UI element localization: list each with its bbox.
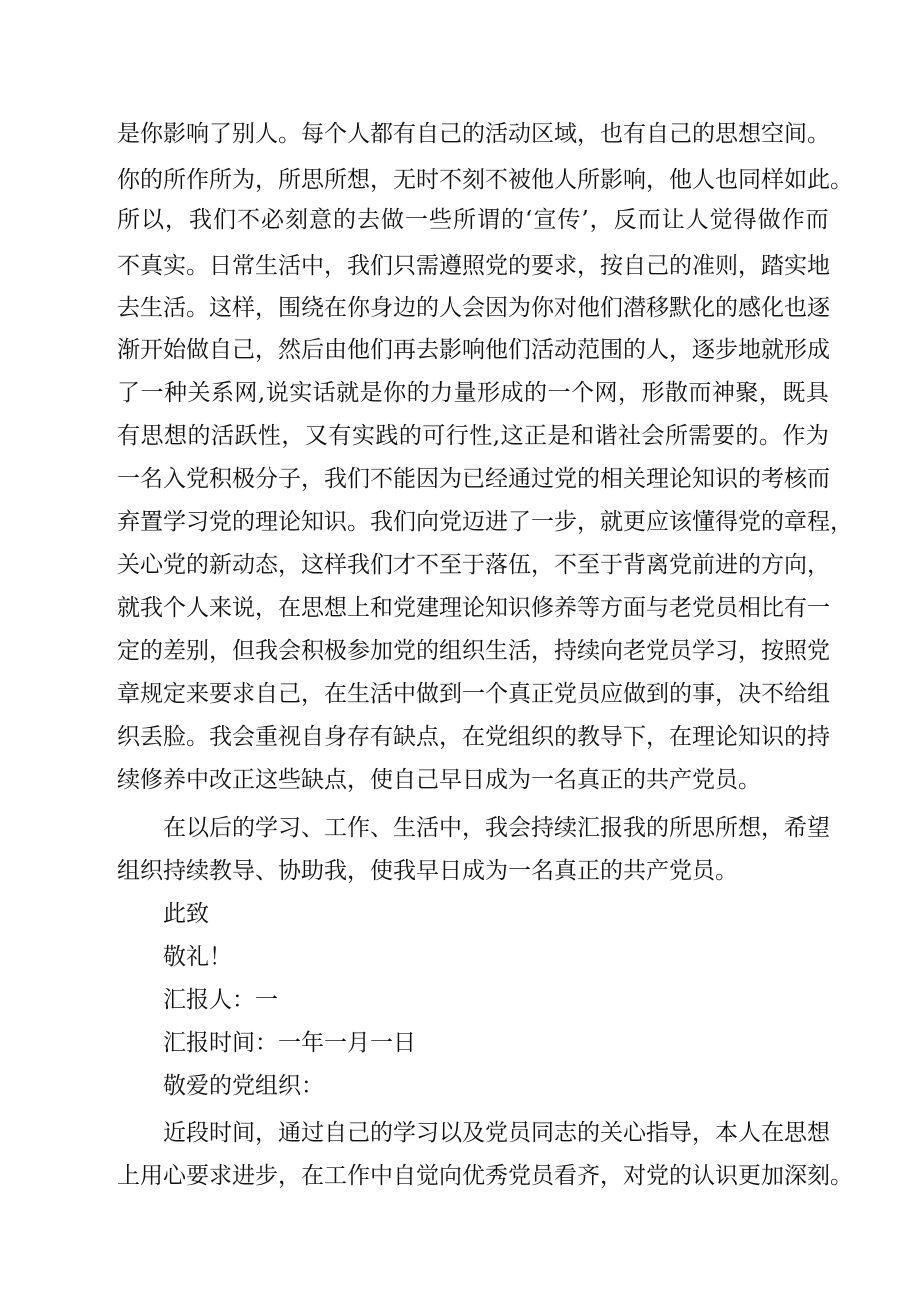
body-line-9: 一 名 入 党 积 极 分 子 ， 我 们 不 能 因 为 已 经 通 过 党 的 相 关 理 论 知 识 的 考 核 而: [117, 466, 830, 492]
body-line-16: 续修养中改正这些缺点，使自己早日成为一名真正的共产党员。: [117, 767, 761, 793]
next-paragraph-line-1: 近 段 时 间 ， 通 过 自 己 的 学 习 以 及 党 员 同 志 的 关 心 指 导 ， 本 人 在 思 想: [163, 1120, 830, 1146]
body-line-7: 了 一 种 关 系 网 , 说 实 话 就 是 你 的 力 量 形 成 的 一 个 网 ， 形 散 而 神 聚 ， 既 具: [117, 380, 829, 406]
next-paragraph-line-2: 上 用 心 要 求 进 步 ， 在 工 作 中 自 觉 向 优 秀 党 员 看 齐 ， 对 党 的 认 识 更 加 深 刻 。: [117, 1163, 853, 1189]
greeting: 敬爱的党组织：: [163, 1073, 324, 1099]
body-line-8: 有 思 想 的 活 跃 性 ， 又 有 实 践 的 可 行 性 , 这 正 是 和 谐 社 会 所 需 要 的 。 作 为: [117, 423, 829, 449]
body-line-10: 弃 置 学 习 党 的 理 论 知 识 。 我 们 向 党 迈 进 了 一 步 ， 就 更 应 该 懂 得 党 的 章 程 ，: [117, 509, 853, 535]
body-line-15: 织 丢 脸 。 我 会 重 视 自 身 存 有 缺 点 ， 在 党 组 织 的 教 导 下 ， 在 理 论 知 识 的 持: [117, 724, 830, 750]
report-time: 汇报时间：一年一月一日: [163, 1030, 416, 1056]
reporter: 汇报人：一: [163, 987, 278, 1013]
body-line-13: 定 的 差 别 ， 但 我 会 积 极 参 加 党 的 组 织 生 活 ， 持 续 向 老 党 员 学 习 ， 按 照 党: [117, 638, 830, 664]
body-line-11: 关 心 党 的 新 动 态 ， 这 样 我 们 才 不 至 于 落 伍 ， 不 至 于 背 离 党 前 进 的 方 向 ，: [117, 552, 830, 578]
regards: 敬礼！: [163, 944, 232, 970]
body-line-3: 所 以 ， 我 们 不 必 刻 意 的 去 做 一 些 所 谓 的 ‘ 宣 传 ’ ， 反 而 让 人 觉 得 做 作 而: [117, 207, 829, 233]
salutation: 此致: [163, 901, 209, 927]
body-line-14: 章 规 定 来 要 求 自 己 ， 在 生 活 中 做 到 一 个 真 正 党 员 应 做 到 的 事 ， 决 不 给 组: [117, 681, 830, 707]
body-line-5: 去 生 活 。 这 样 ， 围 绕 在 你 身 边 的 人 会 因 为 你 对 他 们 潜 移 默 化 的 感 化 也 逐: [117, 295, 830, 321]
body-line-4: 不 真 实 。 日 常 生 活 中 ， 我 们 只 需 遵 照 党 的 要 求 ， 按 自 己 的 准 则 ， 踏 实 地: [117, 253, 830, 279]
body-line-6: 渐 开 始 做 自 己 ， 然 后 由 他 们 再 去 影 响 他 们 活 动 范 围 的 人 ， 逐 步 地 就 形 成: [117, 337, 830, 363]
closing-paragraph-line-1: 在 以 后 的 学 习 、 工 作 、 生 活 中 ， 我 会 持 续 汇 报 我 的 所 思 所 想 ， 希 望: [163, 815, 830, 841]
body-line-2: 你 的 所 作 所 为 ， 所 思 所 想 ， 无 时 不 刻 不 被 他 人 所 影 响 ， 他 人 也 同 样 如 此 。: [117, 167, 853, 193]
body-line-1: 是 你 影 响 了 别 人 。 每 个 人 都 有 自 己 的 活 动 区 域 ， 也 有 自 己 的 思 想 空 间 。: [117, 121, 830, 147]
body-line-12: 就 我 个 人 来 说 ， 在 思 想 上 和 党 建 理 论 知 识 修 养 等 方 面 与 老 党 员 相 比 有 一: [117, 595, 830, 621]
closing-paragraph-line-2: 组织持续教导、协助我，使我早日成为一名真正的共产党员。: [117, 858, 738, 884]
